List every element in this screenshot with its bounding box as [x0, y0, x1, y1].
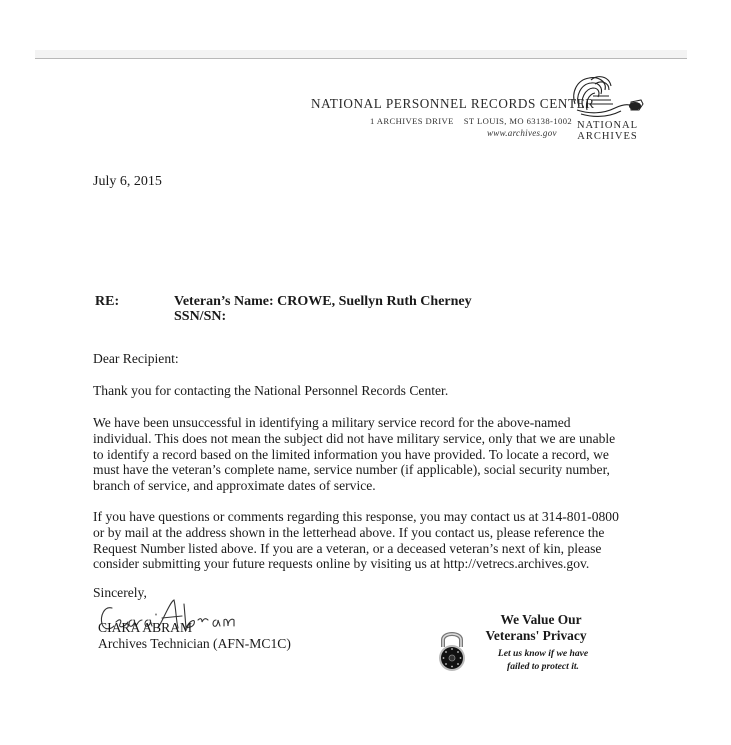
veteran-name: Veteran’s Name: CROWE, Suellyn Ruth Cherney	[174, 294, 472, 309]
address-street: 1 ARCHIVES DRIVE	[370, 116, 454, 126]
signer-name: CIARA ABRAM	[98, 620, 193, 635]
letter-date: July 6, 2015	[93, 174, 162, 189]
body-paragraph-1	[93, 415, 693, 494]
logo-text-national: NATIONAL	[576, 120, 639, 131]
privacy-heading-line2: Veterans' Privacy	[485, 628, 587, 643]
text-line: consider submitting your future requests online by visiting us at http://vetrecs.archives.gov.	[93, 556, 590, 572]
page-top-bar	[35, 50, 687, 59]
privacy-tagline-line2: failed to protect it.	[507, 661, 579, 672]
letterhead-website: www.archives.gov	[487, 128, 557, 138]
privacy-badge	[436, 609, 589, 677]
closing-sincerely: Sincerely,	[93, 585, 147, 600]
national-archives-logo	[565, 74, 650, 144]
signer-title: Archives Technician (AFN-MC1C)	[98, 636, 291, 651]
privacy-heading-line1: We Value Our	[500, 612, 582, 627]
text-line: individual. This does not mean the subject did not have military service, only that we are unable	[93, 430, 616, 446]
re-label: RE:	[95, 294, 120, 309]
letterhead-title: NATIONAL PERSONNEL RECORDS CENTER	[311, 96, 595, 111]
letterhead-address	[370, 116, 572, 126]
logo-text-archives: ARCHIVES	[577, 131, 638, 142]
text-line: or by mail at the address shown in the letterhead above. If you contact us, please reference the	[93, 524, 605, 540]
body-paragraph-2	[93, 509, 693, 572]
text-line: must have the veteran’s complete name, service number (if applicable), social security number,	[93, 462, 610, 478]
eagle-wave-logo-icon	[569, 74, 647, 120]
ssn-label: SSN/SN:	[174, 309, 227, 324]
padlock-icon	[436, 629, 468, 673]
text-line: branch of service, and approximate dates of service.	[93, 478, 376, 494]
thanks-paragraph: Thank you for contacting the National Personnel Records Center.	[93, 383, 449, 398]
address-city: ST LOUIS, MO 63138-1002	[463, 116, 573, 126]
text-line: We have been unsuccessful in identifying a military service record for the above-named	[93, 415, 571, 430]
text-line: If you have questions or comments regarding this response, you may contact us at 314-801-0800	[93, 509, 619, 524]
text-line: Request Number listed above. If you are a veteran, or a deceased veteran’s next of kin, please	[93, 540, 602, 556]
salutation: Dear Recipient:	[93, 351, 179, 366]
text-line: to identify a record based on the limited information you have provided. To locate a record, we	[93, 446, 609, 462]
privacy-tagline-line1: Let us know if we have	[497, 648, 589, 659]
